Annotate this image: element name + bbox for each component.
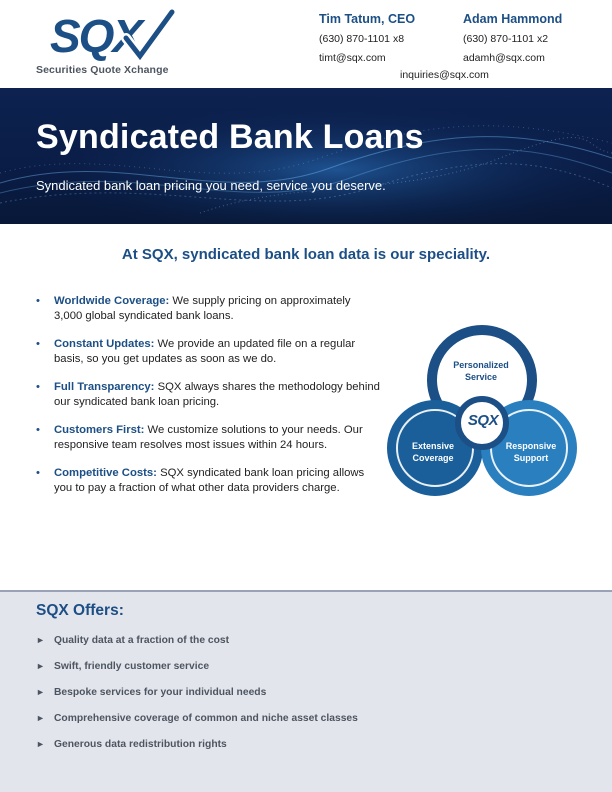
bullet-icon: • — [36, 338, 40, 350]
offer-text: Generous data redistribution rights — [54, 739, 227, 750]
offer-text: Quality data at a fraction of the cost — [54, 635, 230, 646]
offers-section — [0, 590, 612, 792]
list-item — [36, 294, 381, 323]
arrow-right-icon: ► — [36, 661, 45, 671]
feature-title: Competitive Costs: — [54, 467, 157, 479]
diagram-center-logo: SQX — [467, 412, 499, 429]
sqx-logo-mark — [48, 8, 178, 64]
inquiries-email[interactable]: inquiries@sqx.com — [400, 69, 489, 81]
feature-text: SQX always shares the methodology behind our syndicated bank loan pricing. — [54, 381, 380, 408]
features-list — [36, 294, 381, 509]
logo-tagline: Securities Quote Xchange — [36, 64, 169, 76]
feature-title: Customers First: — [54, 424, 145, 436]
service-circles-diagram — [385, 320, 580, 505]
bullet-icon: • — [36, 295, 40, 307]
list-item — [36, 739, 358, 765]
arrow-right-icon: ► — [36, 635, 45, 645]
arrow-right-icon: ► — [36, 739, 45, 749]
bullet-icon: • — [36, 424, 40, 436]
feature-text: We provide an updated file on a regular basis, so you get updates as soon as we do. — [54, 338, 356, 365]
offer-text: Comprehensive coverage of common and niche asset classes — [54, 713, 358, 724]
intro-heading: At SQX, syndicated bank loan data is our speciality. — [121, 246, 491, 263]
offer-text: Swift, friendly customer service — [54, 661, 210, 672]
list-item — [36, 687, 358, 713]
bullet-icon: • — [36, 467, 40, 479]
list-item — [36, 635, 358, 661]
feature-text: We customize solutions to your needs. Our responsive team resolves most issues within 24 hours. — [54, 424, 363, 451]
contact-block-ceo — [319, 12, 415, 71]
contact-phone[interactable]: (630) 870-1101 x2 — [463, 33, 549, 45]
list-item — [36, 713, 358, 739]
feature-title: Full Transparency: — [54, 381, 155, 393]
page-subtitle: Syndicated bank loan pricing you need, service you deserve. — [36, 178, 386, 193]
logo-wordmark: SQX — [50, 10, 142, 62]
offers-list — [36, 635, 358, 765]
offer-text: Bespoke services for your individual needs — [54, 687, 267, 698]
hero-banner — [0, 88, 612, 224]
list-item — [36, 337, 381, 366]
feature-title: Worldwide Coverage: — [54, 295, 170, 307]
list-item — [36, 423, 381, 452]
offers-title: SQX Offers: — [36, 602, 124, 619]
list-item — [36, 380, 381, 409]
diagram-label-support: Responsive Support — [505, 441, 557, 463]
contact-block-hammond — [463, 12, 562, 71]
list-item — [36, 661, 358, 687]
contact-name: Tim Tatum, CEO — [319, 12, 416, 26]
bullet-icon: • — [36, 381, 40, 393]
list-item — [36, 466, 381, 495]
arrow-right-icon: ► — [36, 713, 45, 723]
contact-phone[interactable]: (630) 870-1101 x8 — [319, 33, 405, 45]
contact-email[interactable]: adamh@sqx.com — [463, 52, 545, 64]
contact-name: Adam Hammond — [463, 12, 563, 26]
feature-text: We supply pricing on approximately 3,000 global syndicated bank loans. — [54, 295, 351, 322]
feature-text: SQX syndicated bank loan pricing allows you to pay a fraction of what other data providers charge. — [54, 467, 365, 494]
feature-title: Constant Updates: — [54, 338, 155, 350]
diagram-label-coverage: Extensive Coverage — [411, 441, 455, 463]
diagram-label-personalized: Personalized Service — [453, 360, 509, 382]
page-title: Syndicated Bank Loans — [36, 118, 424, 156]
contact-email[interactable]: timt@sqx.com — [319, 52, 386, 64]
arrow-right-icon: ► — [36, 687, 45, 697]
header — [0, 0, 612, 88]
company-logo[interactable] — [36, 8, 186, 78]
